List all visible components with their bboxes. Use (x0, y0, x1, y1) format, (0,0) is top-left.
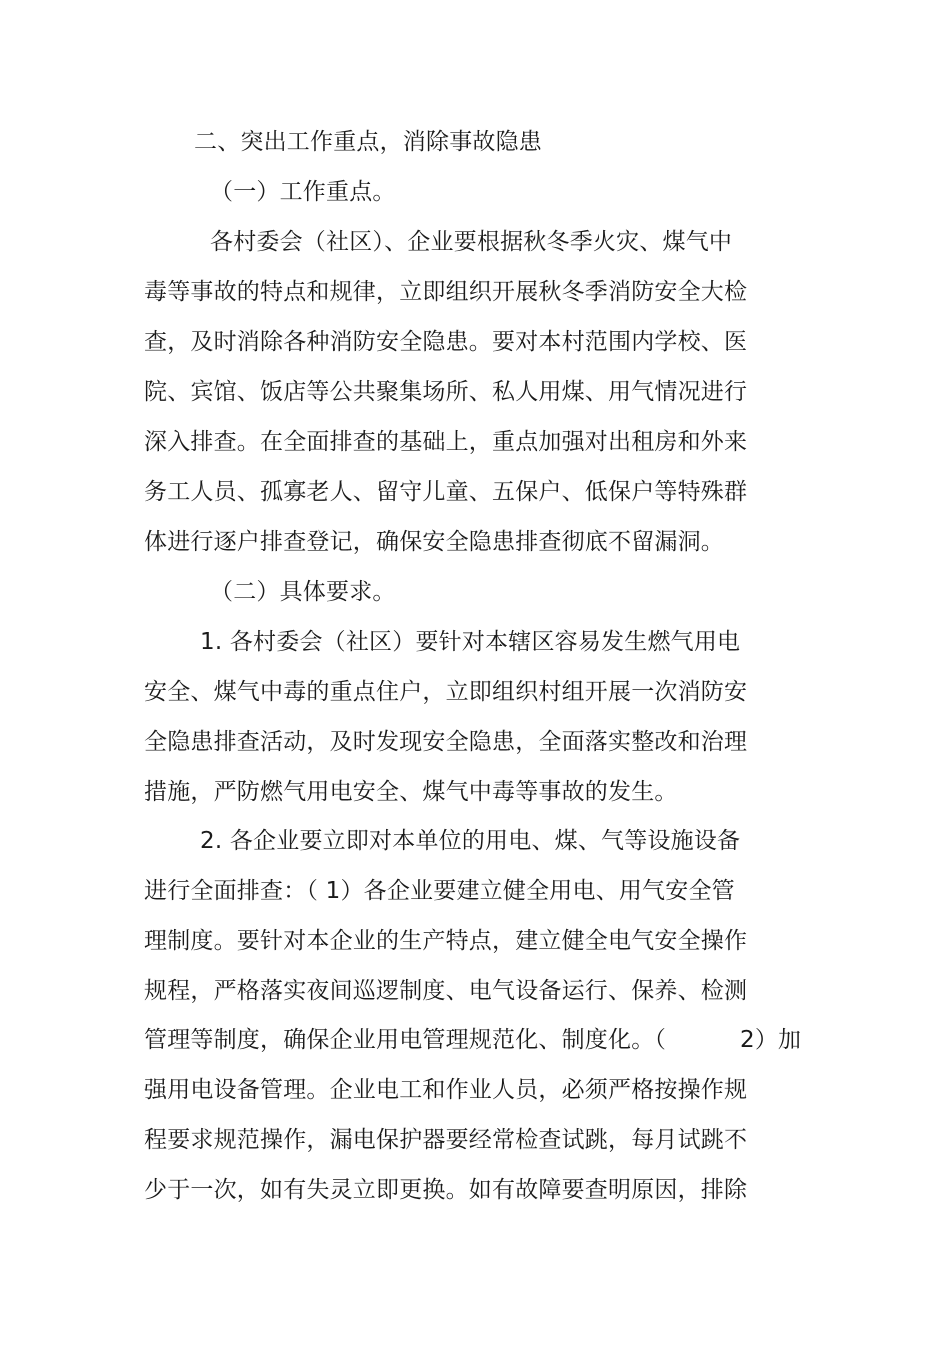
paragraph-line: 程要求规范操作，漏电保护器要经常检查试跳，每月试跳不 (144, 1127, 748, 1153)
paragraph-line-fragment: 2）加 (740, 1027, 802, 1053)
paragraph-line: 深入排查。在全面排查的基础上，重点加强对出租房和外来 (144, 429, 748, 455)
paragraph-line: 规程，严格落实夜间巡逻制度、电气设备运行、保养、检测 (144, 978, 748, 1004)
paragraph-line: 务工人员、孤寡老人、留守儿童、五保户、低保户等特殊群 (144, 479, 748, 505)
paragraph-line: 进行全面排查：（ 1）各企业要建立健全用电、用气安全管 (144, 878, 735, 904)
paragraph-line: 管理等制度，确保企业用电管理规范化、制度化。（ (144, 1027, 667, 1053)
paragraph-line: 院、宾馆、饭店等公共聚集场所、私人用煤、用气情况进行 (144, 379, 748, 405)
paragraph-line: 少于一次，如有失灵立即更换。如有故障要查明原因，排除 (144, 1177, 748, 1203)
subsection-heading-work-focus: （一）工作重点。 (210, 179, 396, 205)
subsection-heading-requirements: （二）具体要求。 (210, 579, 396, 605)
paragraph-line: 理制度。要针对本企业的生产特点，建立健全电气安全操作 (144, 928, 748, 954)
paragraph-line: 2. 各企业要立即对本单位的用电、煤、气等设施设备 (200, 828, 741, 854)
paragraph-line: 毒等事故的特点和规律，立即组织开展秋冬季消防安全大检 (144, 279, 748, 305)
section-heading: 二、突出工作重点，消除事故隐患 (194, 129, 542, 155)
paragraph-line: 全隐患排查活动，及时发现安全隐患，全面落实整改和治理 (144, 729, 748, 755)
paragraph-line: 措施，严防燃气用电安全、煤气中毒等事故的发生。 (144, 779, 678, 805)
paragraph-line: 强用电设备管理。企业电工和作业人员，必须严格按操作规 (144, 1077, 748, 1103)
paragraph-line: 查，及时消除各种消防安全隐患。要对本村范围内学校、医 (144, 329, 748, 355)
paragraph-line: 体进行逐户排查登记，确保安全隐患排查彻底不留漏洞。 (144, 529, 724, 555)
paragraph-line: 各村委会（社区）、企业要根据秋冬季火灾、煤气中 (210, 229, 733, 255)
paragraph-line: 1. 各村委会（社区）要针对本辖区容易发生燃气用电 (200, 629, 741, 655)
paragraph-line: 安全、煤气中毒的重点住户，立即组织村组开展一次消防安 (144, 679, 748, 705)
